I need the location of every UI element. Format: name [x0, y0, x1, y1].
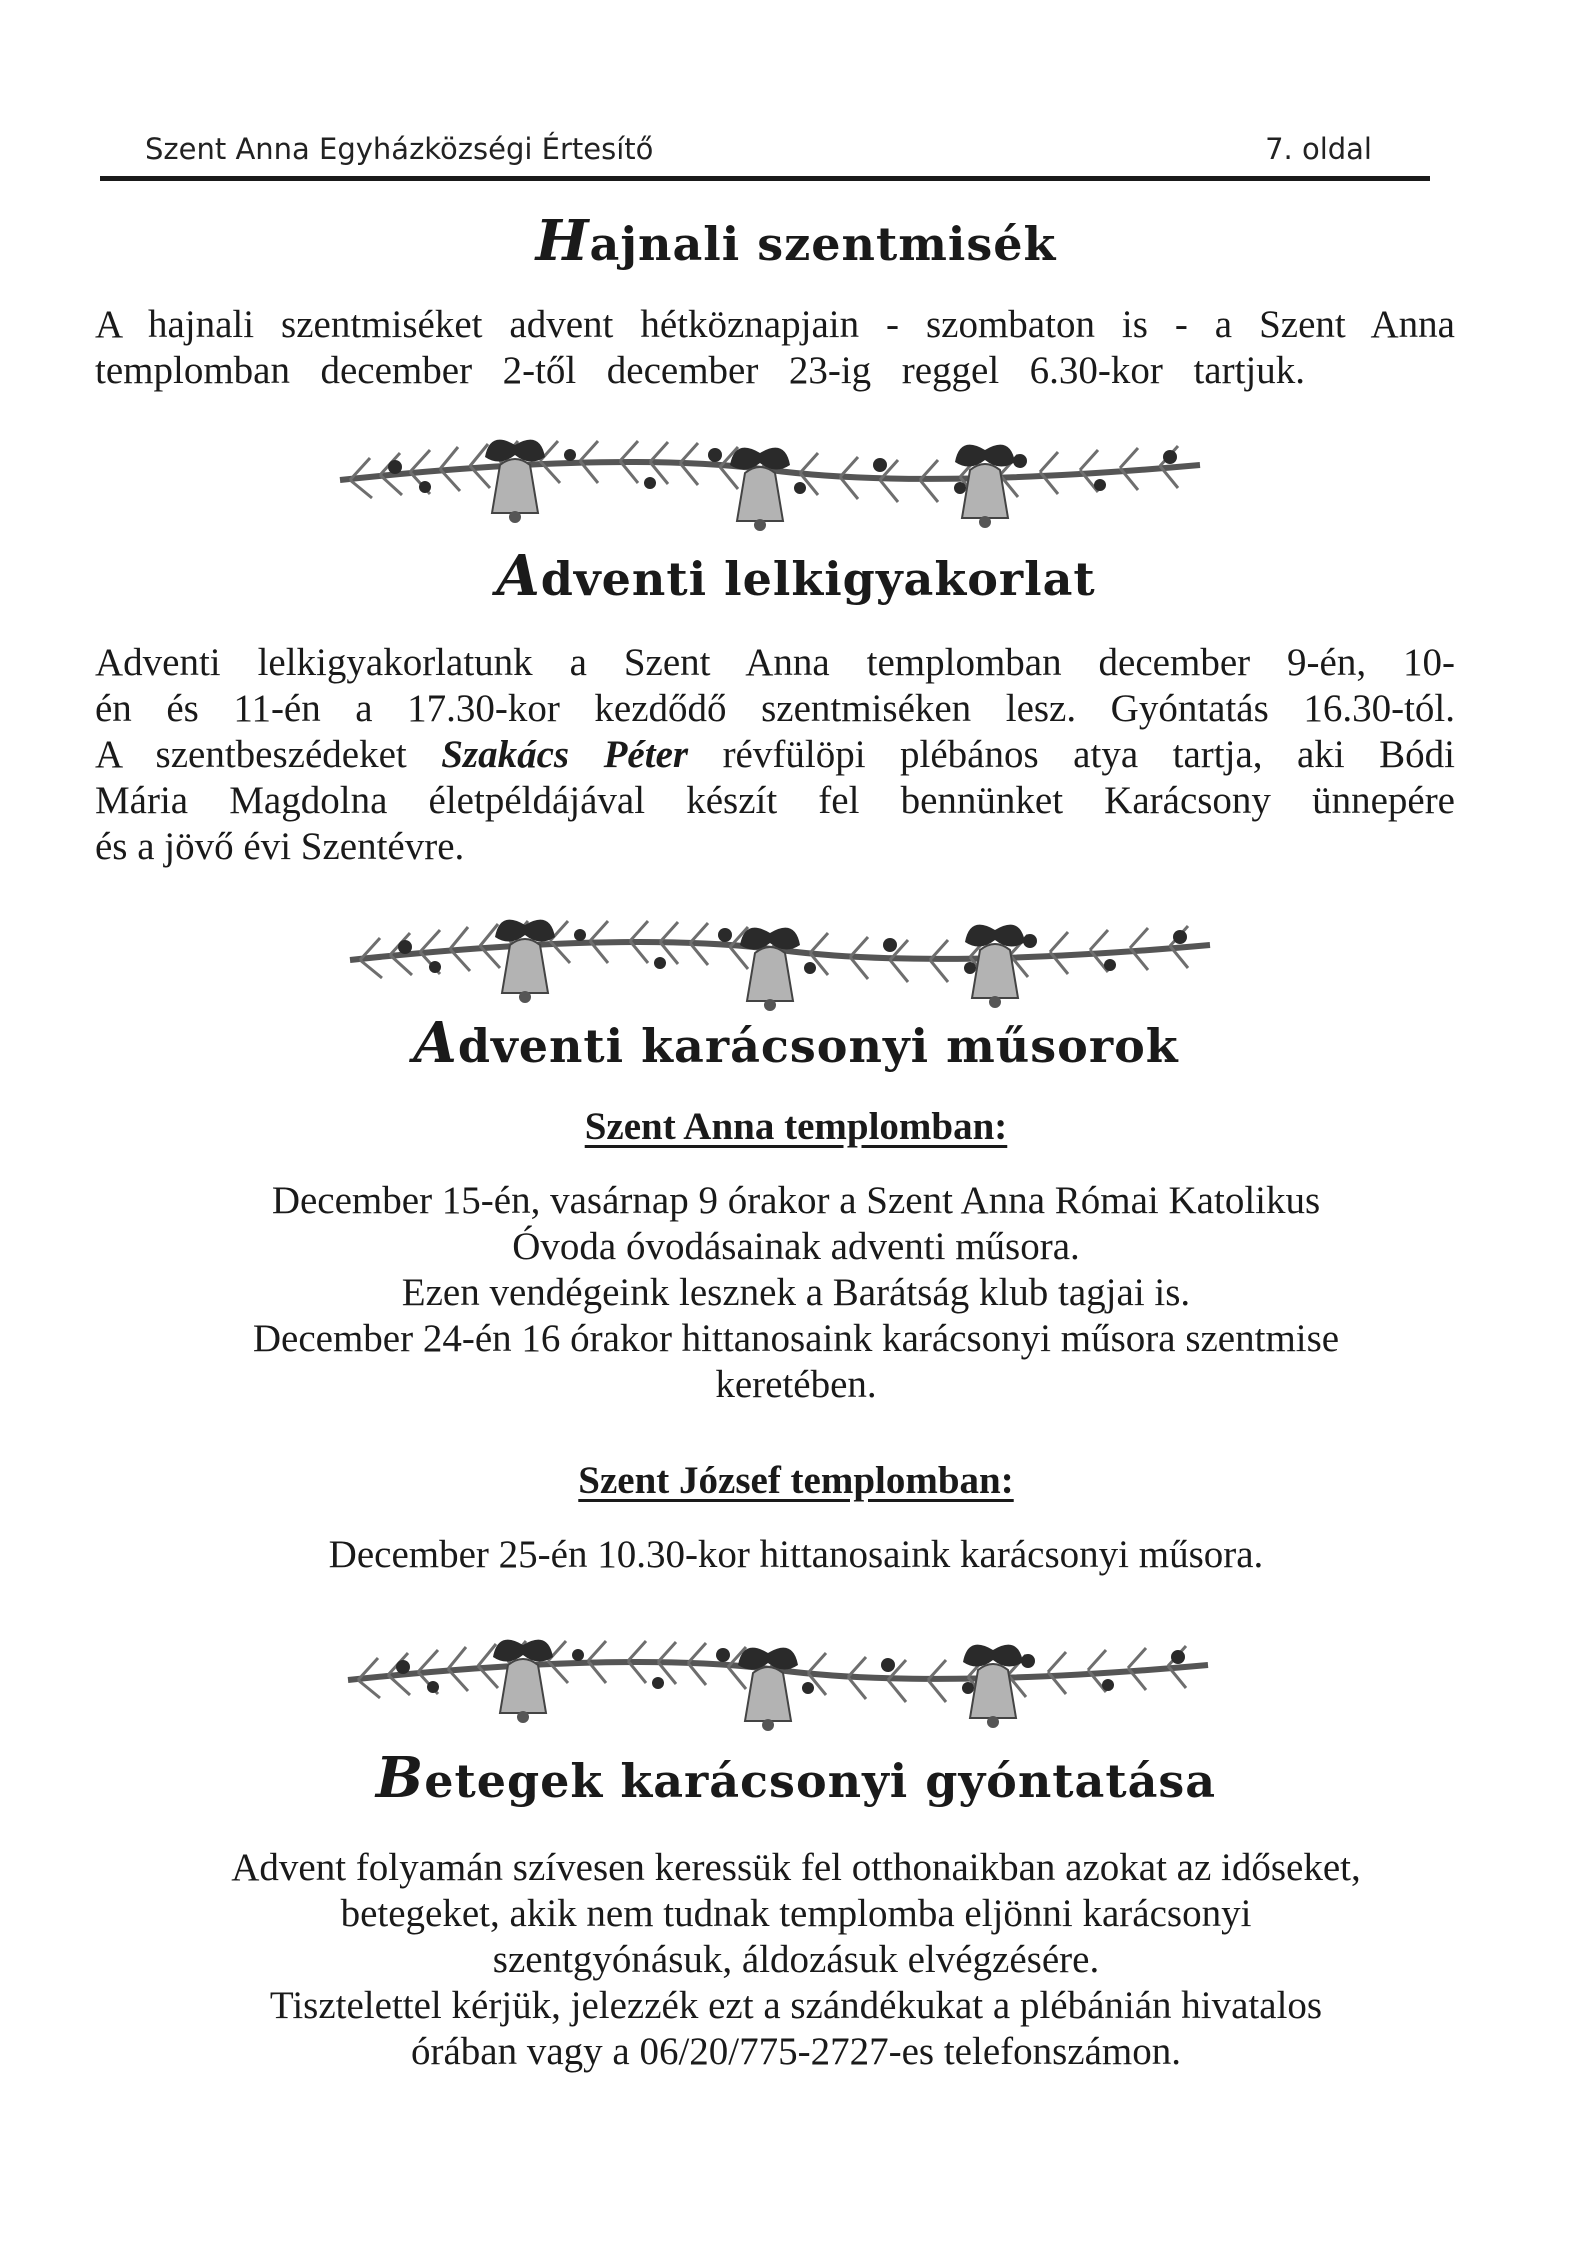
text-segment: révfülöpi plébános atya tartja, aki Bódi: [688, 733, 1456, 776]
text-line: A hajnali szentmiséket advent hétköznapjain - szombaton is - a Szent Anna: [95, 303, 1455, 346]
text-line: Óvoda óvodásainak adventi műsora.: [512, 1225, 1080, 1268]
heading-text: dventi karácsonyi műsorok: [457, 1019, 1179, 1073]
paragraph-betegek: [116, 1845, 1476, 2075]
text-line: szentgyónásuk, áldozásuk elvégzésére.: [492, 1938, 1100, 1981]
garland-divider-icon: [330, 905, 1230, 1015]
text-line: Advent folyamán szívesen keressük fel otthonaikban azokat az időseket,: [231, 1846, 1361, 1889]
text-line: én és 11-én a 17.30-kor kezdődő szentmiséken lesz. Gyóntatás 16.30-tól.: [95, 687, 1455, 730]
newsletter-title: Szent Anna Egyházközségi Értesítő: [145, 132, 654, 166]
text-line: templomban december 2-től december 23-ig reggel 6.30-kor tartjuk.: [95, 349, 1305, 392]
paragraph-hajnali: [95, 302, 1455, 394]
text-segment: A szentbeszédeket: [95, 733, 442, 776]
section-heading-lelkigyakorlat: [0, 543, 1592, 609]
paragraph-lelkigyakorlat: [95, 640, 1455, 870]
text-line: December 15-én, vasárnap 9 órakor a Szent Anna Római Katolikus: [271, 1179, 1321, 1222]
heading-text: etegek karácsonyi gyóntatása: [424, 1754, 1217, 1808]
section-heading-hajnali: [0, 208, 1592, 274]
text-line: órában vagy a 06/20/775-2727-es telefonszámon.: [410, 2030, 1182, 2073]
subheading-szent-jozsef: Szent József templomban:: [578, 1459, 1014, 1502]
paragraph-szent-anna-programs: [116, 1178, 1476, 1408]
subheading-szent-anna: Szent Anna templomban:: [584, 1105, 1008, 1148]
text-line: December 24-én 16 órakor hittanosaink karácsonyi műsora szentmise: [252, 1317, 1340, 1360]
text-line: Tisztelettel kérjük, jelezzék ezt a szándékukat a plébánián hivatalos: [269, 1984, 1323, 2027]
text-line: Mária Magdolna életpéldájával készít fel bennünket Karácsony ünnepére: [95, 779, 1455, 822]
heading-initial: A: [413, 1010, 458, 1076]
heading-initial: B: [375, 1745, 425, 1811]
priest-name: Szakács Péter: [441, 733, 689, 776]
heading-initial: A: [496, 543, 541, 609]
text-line-with-name: [95, 732, 1455, 778]
text-line: betegeket, akik nem tudnak templomba eljönni karácsonyi: [340, 1892, 1252, 1935]
page-header: [100, 128, 1430, 181]
text-line: és a jövő évi Szentévre.: [95, 825, 465, 868]
text-line: Adventi lelkigyakorlatunk a Szent Anna templomban december 9-én, 10-: [95, 641, 1455, 684]
garland-divider-icon: [328, 1625, 1228, 1735]
garland-divider-icon: [320, 425, 1220, 535]
heading-initial: H: [535, 208, 590, 274]
page-number: 7. oldal: [1265, 132, 1372, 166]
heading-text: dventi lelkigyakorlat: [540, 552, 1096, 606]
section-heading-betegek: [0, 1745, 1592, 1811]
heading-text: ajnali szentmisék: [589, 217, 1057, 271]
section-heading-musorok: [0, 1010, 1592, 1076]
text-line: keretében.: [715, 1363, 877, 1406]
text-line: December 25-én 10.30-kor hittanosaink karácsonyi műsora.: [328, 1533, 1264, 1576]
paragraph-szent-jozsef-programs: [116, 1532, 1476, 1578]
text-line: Ezen vendégeink lesznek a Barátság klub tagjai is.: [401, 1271, 1191, 1314]
